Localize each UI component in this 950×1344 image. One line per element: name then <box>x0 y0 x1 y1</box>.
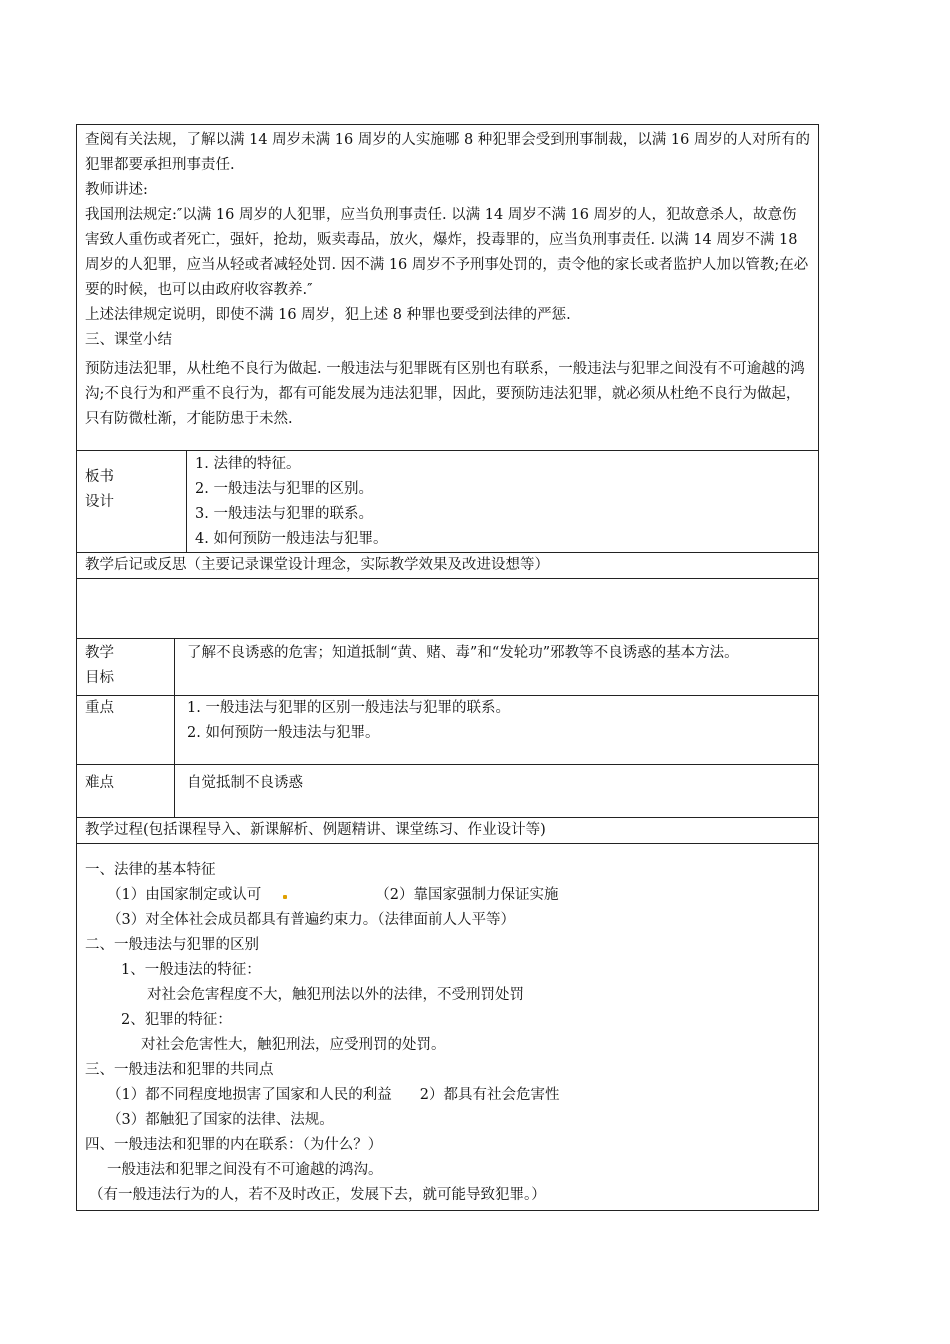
difficult-points-content-cell <box>175 765 819 818</box>
teaching-goals-text: 了解不良诱惑的危害；知道抵制“黄、赌、毒”和“发轮功”邪教等不良诱惑的基本方法。 <box>187 645 739 661</box>
process-line: 一般违法和犯罪之间没有不可逾越的鸿沟。 <box>107 1162 383 1178</box>
board-item: 3. 一般违法与犯罪的联系。 <box>195 506 373 522</box>
difficult-points-row <box>77 765 819 818</box>
key-points-label: 重点 <box>85 700 114 716</box>
teaching-goals-content-cell <box>175 639 819 696</box>
process-heading-row <box>77 818 819 844</box>
board-design-label-2: 设计 <box>85 494 114 510</box>
process-line <box>85 883 810 908</box>
process-line: 2、犯罪的特征： <box>121 1012 232 1028</box>
key-point-item: 2. 如何预防一般违法与犯罪。 <box>187 725 380 741</box>
process-item: （1）都不同程度地损害了国家和人民的利益 <box>107 1087 392 1103</box>
process-content-cell <box>77 844 819 1211</box>
process-item: 2）都具有社会危害性 <box>419 1087 560 1103</box>
process-heading-cell <box>77 818 819 844</box>
key-points-row <box>77 696 819 765</box>
reflection-content-cell <box>77 579 819 639</box>
difficult-points-text: 自觉抵制不良诱惑 <box>187 775 303 791</box>
teaching-goals-row <box>77 639 819 696</box>
process-line: 1、一般违法的特征： <box>121 962 261 978</box>
reflection-heading-cell <box>77 553 819 579</box>
board-item: 4. 如何预防一般违法与犯罪。 <box>195 531 388 547</box>
process-item: （1）由国家制定或认可 <box>107 887 262 903</box>
lesson-plan-table <box>76 124 819 1211</box>
process-line <box>85 1083 810 1108</box>
bullet-mark <box>283 895 287 899</box>
difficult-points-label: 难点 <box>85 775 114 791</box>
process-heading: 教学过程(包括课程导入、新课解析、例题精讲、课堂练习、作业设计等) <box>85 822 546 838</box>
document-page <box>76 124 818 1211</box>
reflection-content-row <box>77 579 819 639</box>
process-section-heading: 二、一般违法与犯罪的区别 <box>85 937 259 953</box>
reflection-heading-row <box>77 553 819 579</box>
difficult-points-label-cell <box>77 765 175 818</box>
board-design-label-1: 板书 <box>85 469 114 485</box>
process-item: （2）靠国家强制力保证实施 <box>375 887 559 903</box>
teaching-goals-label-2: 目标 <box>85 670 114 686</box>
continuation-cell <box>77 125 819 451</box>
key-points-content-cell <box>175 696 819 765</box>
continuation-row <box>77 125 819 451</box>
law-research-paragraph: 查阅有关法规，了解以满 14 周岁未满 16 周岁的人实施哪 8 种犯罪会受到刑事制裁，以满 16 周岁的人对所有的犯罪都要承担刑事责任. <box>85 132 810 173</box>
board-design-label-cell <box>77 451 187 553</box>
class-summary-paragraph: 预防违法犯罪，从杜绝不良行为做起. 一般违法与犯罪既有区别也有联系，一般违法与犯罪之间没有不可逾越的鸿沟;不良行为和严重不良行为，都有可能发展为违法犯罪，因此，要预防违法犯罪，就必须从杜绝不良行为做起，只有防微杜渐，才能防患于未然. <box>85 361 805 427</box>
key-point-item: 1. 一般违法与犯罪的区别一般违法与犯罪的联系。 <box>187 700 510 716</box>
process-content-row <box>77 844 819 1211</box>
teaching-goals-label-1: 教学 <box>85 645 114 661</box>
process-section-heading: 四、一般违法和犯罪的内在联系：（为什么？） <box>85 1137 383 1153</box>
process-line: （有一般违法行为的人，若不及时改正，发展下去，就可能导致犯罪。） <box>89 1187 546 1203</box>
teaching-goals-label-cell <box>77 639 175 696</box>
process-line: 对社会危害程度不大，触犯刑法以外的法律，不受刑罚处罚 <box>147 987 524 1003</box>
law-explanation-line: 上述法律规定说明，即使不满 16 周岁，犯上述 8 种罪也要受到法律的严惩. <box>85 307 571 323</box>
reflection-heading: 教学后记或反思（主要记录课堂设计理念，实际教学效果及改进设想等） <box>85 557 549 573</box>
board-item: 1. 法律的特征。 <box>195 456 301 472</box>
board-design-content-cell <box>187 451 819 553</box>
process-line: 对社会危害性大，触犯刑法，应受刑罚的处罚。 <box>141 1037 446 1053</box>
key-points-label-cell <box>77 696 175 765</box>
teacher-narration-heading: 教师讲述: <box>85 182 148 198</box>
process-line: （3）都触犯了国家的法律、法规。 <box>107 1112 334 1128</box>
process-section-heading: 一、法律的基本特征 <box>85 862 216 878</box>
criminal-law-paragraph: 我国刑法规定:″以满 16 周岁的人犯罪，应当负刑事责任. 以满 14 周岁不满 16 周岁的人，犯故意杀人，故意伤害致人重伤或者死亡，强奸，抢劫，贩卖毒品，放火，爆炸，投毒罪的，应当负刑事责任. 以满 14 周岁不满 18 周岁的人犯罪，应当从轻或者减轻处罚. 因不满 16 周岁不予刑事处罚的，责令他的家长或者监护人加以管教;在必要的时候，也可以由政府收容教养.″ <box>85 207 809 298</box>
class-summary-heading: 三、课堂小结 <box>85 332 172 348</box>
process-line: （3）对全体社会成员都具有普遍约束力。（法律面前人人平等） <box>107 912 515 928</box>
process-section-heading: 三、一般违法和犯罪的共同点 <box>85 1062 274 1078</box>
board-item: 2. 一般违法与犯罪的区别。 <box>195 481 373 497</box>
board-design-row <box>77 451 819 553</box>
